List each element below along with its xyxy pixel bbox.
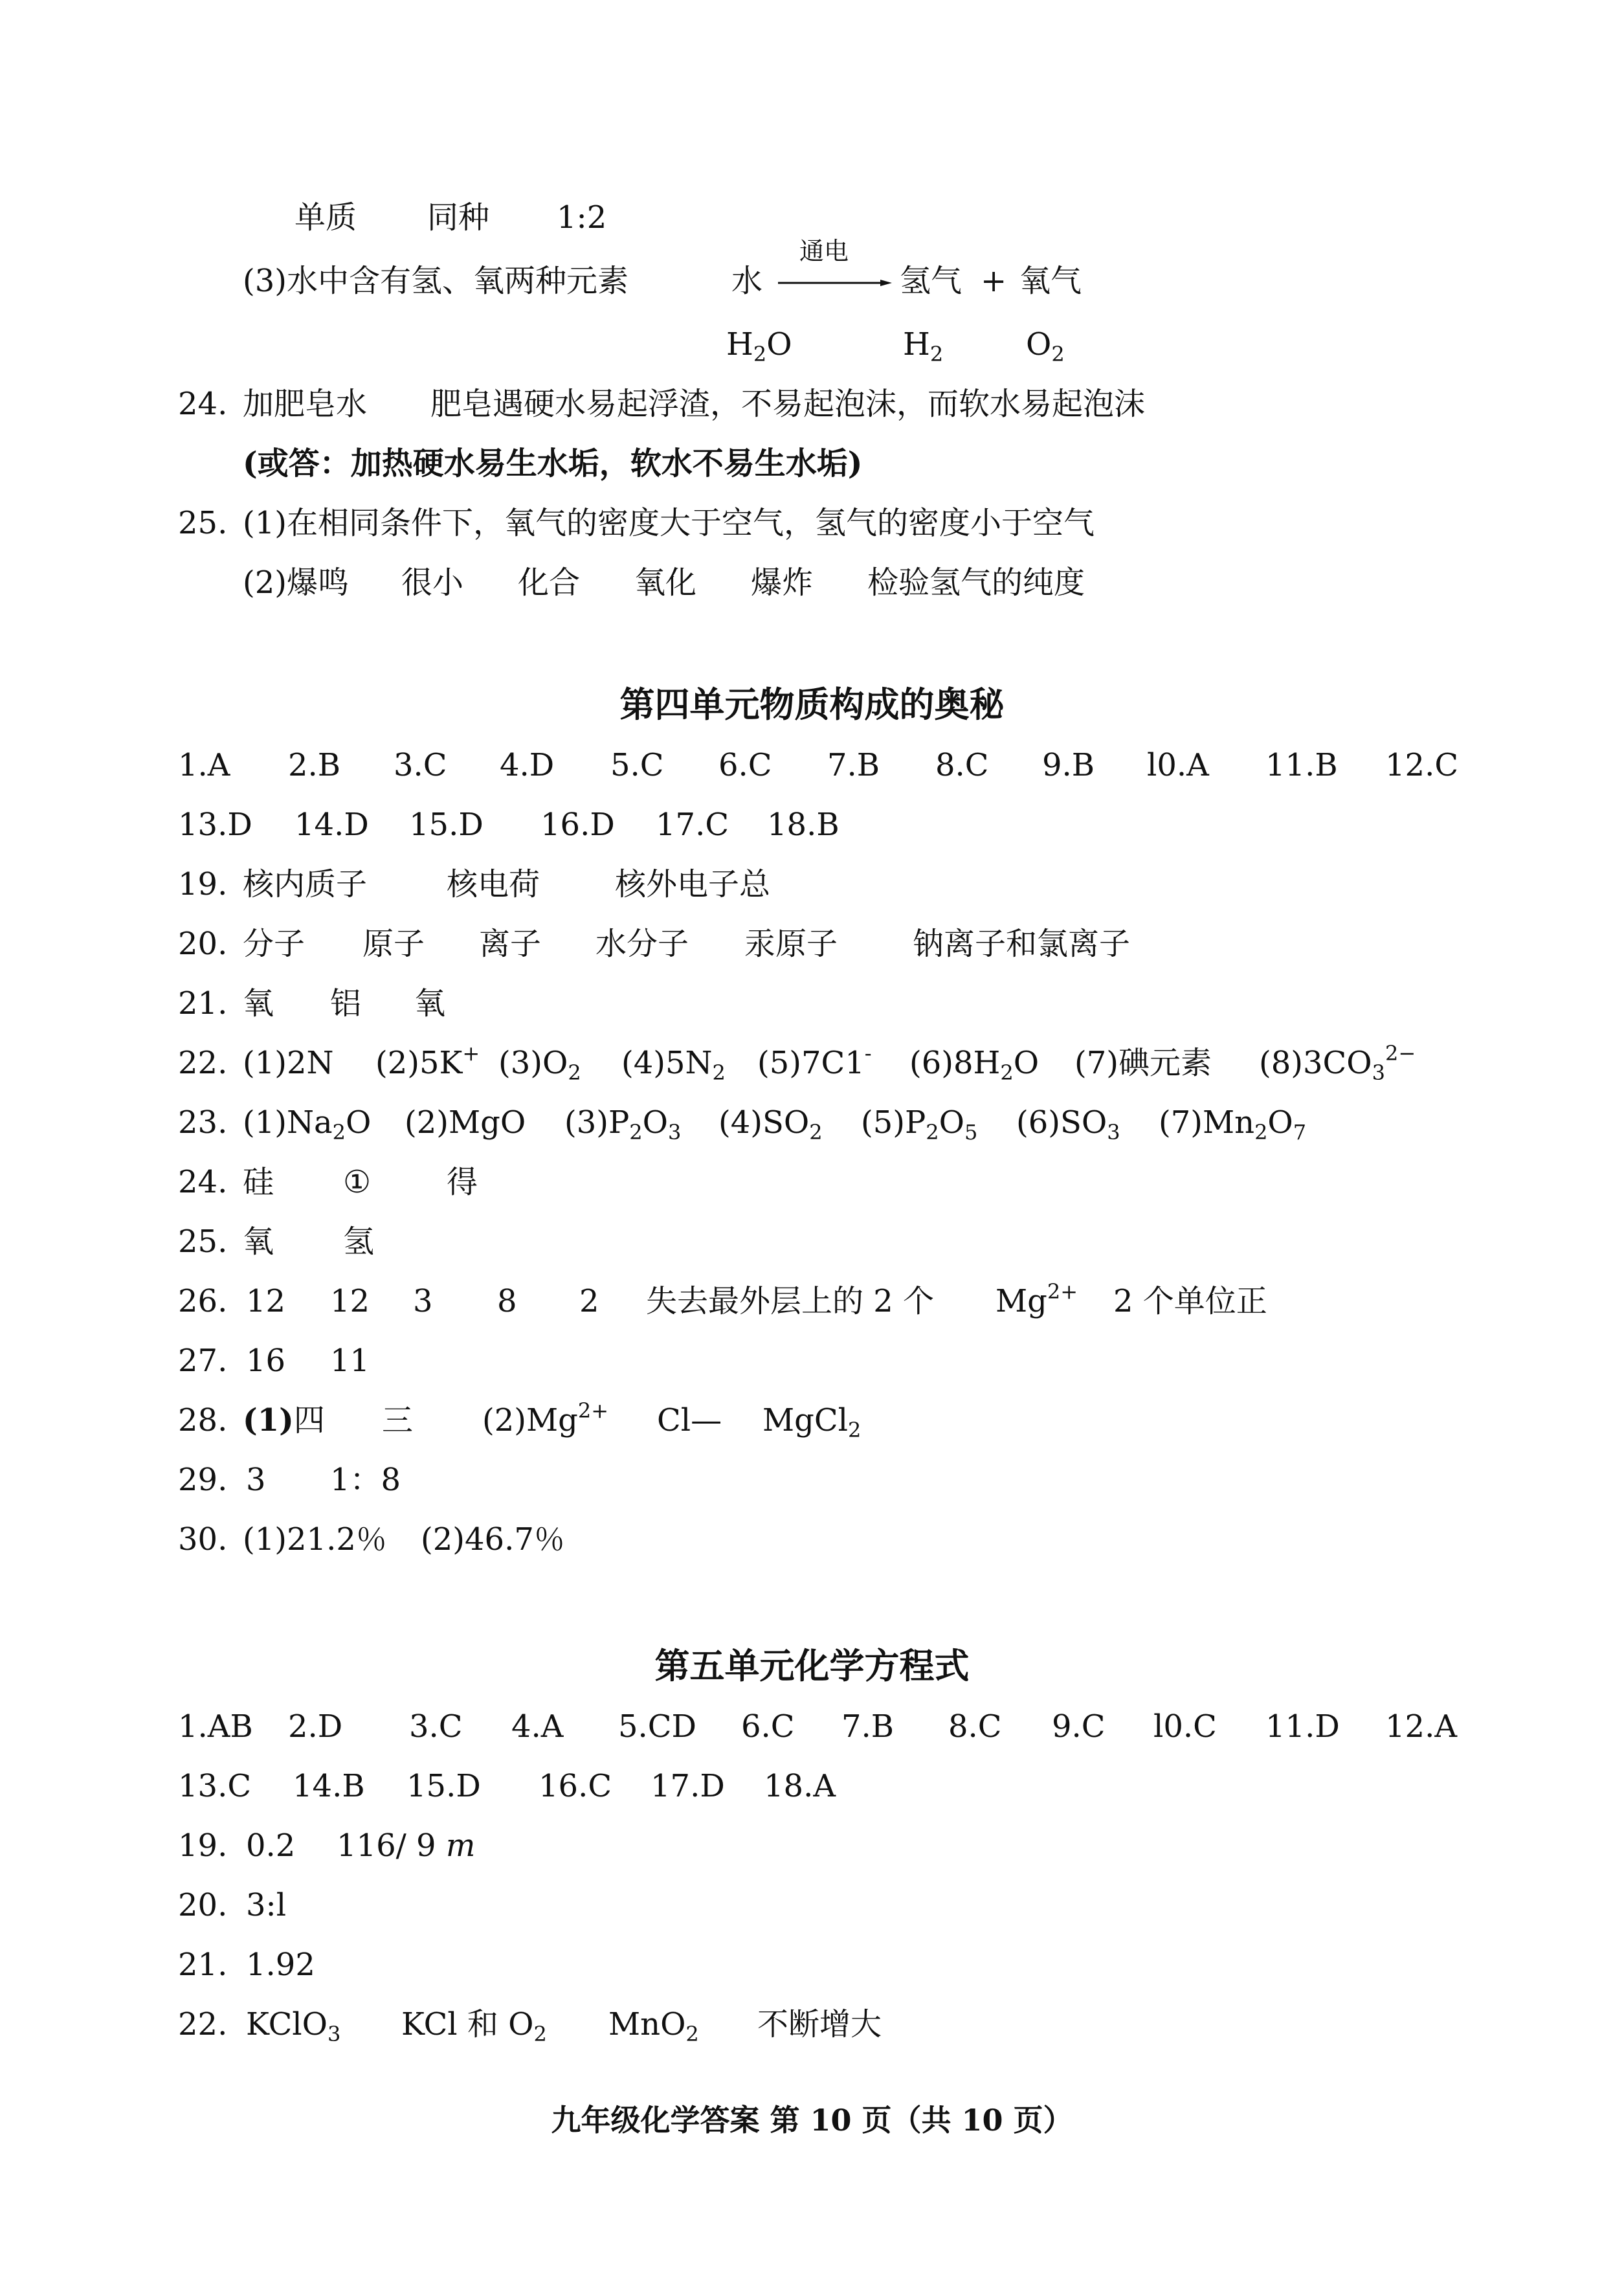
answer-item: $(7)Mn_2O_7$ [1159,1104,1307,1145]
question-number: 24. [178,386,228,422]
answer-item: KClO$_3$ [246,2006,341,2046]
answer-item: $(4)5N_2$ [621,1045,726,1085]
answer-item: 3 [413,1283,433,1319]
answer-item: 氢 [343,1224,375,1260]
answer-item: 分子 [243,926,306,962]
answer-line-u5-20 [0,1875,1624,1935]
choice-answer: 12.C [1385,747,1459,783]
section-title-unit4: 第四单元物质构成的奥秘 [619,684,1005,725]
answer-item: 离子 [479,926,542,962]
answer-item: $(6)SO_3$ [1016,1104,1120,1145]
question-number: 26. [178,1283,228,1319]
answer-item: 11 [330,1343,370,1379]
answer-item: 水分子 [595,926,689,962]
question-number: 22. [178,2006,228,2042]
answer-item: 1.92 [246,1947,315,1983]
answer-item: (3)水中含有氢、氧两种元素 [243,263,628,299]
answer-item: 失去最外层上的 2 个 [646,1283,935,1319]
answer-item: 检验氢气的纯度 [867,565,1085,601]
question-number: 28. [178,1402,228,1438]
answer-item: 单质 [295,199,357,236]
answer-item: $(4)SO_2$ [718,1104,823,1145]
choice-answer: 6.C [718,747,772,783]
choice-answer: 13.C [178,1768,252,1804]
answer-item: Cl— [657,1402,722,1438]
answer-item: 原子 [362,926,425,962]
answer-item: 得 [447,1164,478,1200]
answer-line-u4-26 [0,1271,1624,1331]
answer-item: 8 [497,1283,517,1319]
answer-item: 12 [246,1283,286,1319]
choice-answer: 4.A [511,1708,564,1745]
reaction-condition: 通电 [799,237,849,265]
answer-item: (2)5K+ [375,1041,480,1081]
answer-line-u4-20 [0,914,1624,974]
choice-answer: l0.A [1147,747,1209,783]
answer-line-u4-22 [0,1033,1624,1093]
choice-answer: 12.A [1385,1708,1457,1745]
choice-answer: 9.B [1042,747,1095,783]
answer-item: KCl 和 $O_2$ [401,2006,547,2046]
formula-h2o: $H_2O$ [726,326,792,366]
question-number: 22. [178,1045,228,1081]
answer-line-24 [0,374,1624,434]
answer-item: 1:2 [557,199,607,236]
answer-line-25-2 [0,553,1624,612]
answer-item: $(8)3CO_3^{2-}$ [1259,1041,1416,1085]
answer-item: (1)2N [243,1045,334,1081]
answer-item: $(1)Na_2O$ [243,1104,372,1145]
choice-answer: 8.C [935,747,989,783]
question-number: 23. [178,1104,228,1141]
answer-item: 氧 [243,985,274,1022]
choice-row-unit5-1 [0,1697,1624,1756]
answer-item: $(5)P_2O_5$ [861,1104,978,1145]
question-number: 27. [178,1343,228,1379]
choice-answer: 18.A [764,1768,836,1804]
question-number: 25. [178,1224,228,1260]
equation-product: 氢气 [900,263,962,299]
formula-h2: $H_2$ [903,326,944,366]
arrow-icon [777,280,893,286]
answer-item: 0.2 [246,1828,296,1864]
choice-answer: 4.D [500,747,555,783]
answer-item: 12 [330,1283,370,1319]
answer-line-u4-24 [0,1152,1624,1212]
question-number: 19. [178,866,228,902]
question-number: 20. [178,1887,228,1923]
answer-item: 加肥皂水 [243,386,368,422]
choice-answer: 8.C [948,1708,1002,1745]
choice-row-unit4-2 [0,795,1624,855]
answer-item: 3:l [246,1887,287,1923]
answer-item: (1)在相同条件下，氧气的密度大于空气，氢气的密度小于空气 [243,505,1095,541]
question-number: 20. [178,926,228,962]
choice-answer: 17.D [651,1768,725,1804]
answer-line-u4-25 [0,1212,1624,1271]
answer-item: 爆炸 [751,565,814,601]
answer-item: 化合 [518,565,581,601]
choice-row-unit4-1 [0,735,1624,795]
choice-answer: 15.D [406,1768,481,1804]
equation-product: 氧气 [1019,263,1082,299]
choice-row-unit5-2 [0,1756,1624,1816]
answer-item: (5)7C1- [757,1041,872,1081]
answer-item: 2 个单位正 [1113,1283,1267,1319]
answer-item: MgCl$_2$ [762,1402,862,1442]
answer-line-u5-21 [0,1935,1624,1995]
answer-item: $(3)O_2$ [498,1045,581,1085]
choice-answer: 7.B [841,1708,895,1745]
question-number: 19. [178,1828,228,1864]
choice-answer: 16.C [539,1768,612,1804]
answer-line-u4-29 [0,1450,1624,1510]
question-number: 24. [178,1164,228,1200]
answer-line-top-2 [0,237,1624,311]
answer-line-u4-28 [0,1391,1624,1450]
answer-item: 2 [579,1283,599,1319]
choice-answer: 11.D [1265,1708,1340,1745]
answer-item: 汞原子 [744,926,838,962]
answer-item: 116/ 9 m [337,1828,476,1864]
choice-answer: 14.D [295,807,369,843]
answer-item: 很小 [401,565,464,601]
answer-item: MnO$_2$ [608,2006,699,2046]
choice-answer: 18.B [767,807,840,843]
reaction-arrow [777,237,893,311]
answer-item: 1：8 [330,1462,401,1498]
question-number: 30. [178,1521,228,1558]
question-number: 25. [178,505,228,541]
formula-o2: $O_2$ [1026,326,1065,366]
answer-item: 核内质子 [243,866,368,902]
choice-answer: 3.C [394,747,447,783]
equation-reactant: 水 [731,263,763,299]
answer-item: $(3)P_2O_3$ [564,1104,682,1145]
page-footer: 九年级化学答案 第 10 页（共 10 页） [551,2103,1073,2138]
answer-item: 核电荷 [447,866,540,902]
answer-line-u5-22 [0,1995,1624,2054]
choice-answer: 5.CD [618,1708,697,1745]
choice-answer: 14.B [293,1768,365,1804]
answer-item: $(6)8H_2O$ [909,1045,1040,1085]
answer-line-u4-27 [0,1331,1624,1391]
answer-item: 不断增大 [757,2006,882,2042]
choice-answer: 2.D [288,1708,343,1745]
answer-line-u4-23 [0,1093,1624,1152]
answer-item: (1)21.2％ [243,1521,387,1558]
choice-answer: 1.AB [178,1708,253,1745]
answer-item: 氧 [414,985,446,1022]
choice-answer: 6.C [741,1708,795,1745]
answer-line-24-alt [0,434,1624,493]
choice-answer: l0.C [1153,1708,1217,1745]
question-number: 21. [178,985,228,1022]
choice-answer: 11.B [1265,747,1338,783]
answer-item: 氧 [243,1224,274,1260]
equation-plus: + [981,263,1007,299]
answer-item: $Mg^{2+}$ [996,1279,1078,1319]
answer-item: 肥皂遇硬水易起浮渣，不易起泡沫，而软水易起泡沫 [430,386,1146,422]
answer-item: 核外电子总 [615,866,771,902]
choice-answer: 2.B [288,747,341,783]
answer-item: 铝 [330,985,362,1022]
question-number: 29. [178,1462,228,1498]
answer-item: 3 [246,1462,266,1498]
answer-item: 同种 [427,199,490,236]
answer-item: (或答：加热硬水易生水垢，软水不易生水垢) [243,445,863,482]
section-title-unit5: 第五单元化学方程式 [654,1645,970,1686]
answer-item: 三 [382,1402,414,1438]
answer-item: (7)碘元素 [1074,1045,1212,1081]
answer-item: (2)46.7％ [421,1521,565,1558]
answer-item: (1)四 [243,1402,325,1438]
answer-item: $(2)Mg^{2+}$ [482,1398,609,1438]
choice-answer: 15.D [409,807,484,843]
answer-line-u5-19 [0,1816,1624,1875]
answer-item: 硅 [243,1164,274,1200]
choice-answer: 3.C [409,1708,463,1745]
choice-answer: 16.D [540,807,615,843]
choice-answer: 9.C [1052,1708,1106,1745]
answer-item: 氧化 [634,565,697,601]
answer-line-u4-21 [0,974,1624,1033]
choice-answer: 1.A [178,747,230,783]
answer-item: ① [343,1164,372,1200]
answer-line-25 [0,493,1624,553]
choice-answer: 5.C [610,747,664,783]
choice-answer: 7.B [827,747,880,783]
answer-item: (2)MgO [405,1104,526,1141]
choice-answer: 17.C [656,807,729,843]
question-number: 21. [178,1947,228,1983]
answer-line-u4-30 [0,1510,1624,1569]
answer-item: 钠离子和氯离子 [913,926,1131,962]
answer-item: (2)爆鸣 [243,565,349,601]
choice-answer: 13.D [178,807,252,843]
answer-line-u4-19 [0,855,1624,914]
answer-item: 16 [246,1343,286,1379]
answer-line-top-3 [0,315,1624,374]
